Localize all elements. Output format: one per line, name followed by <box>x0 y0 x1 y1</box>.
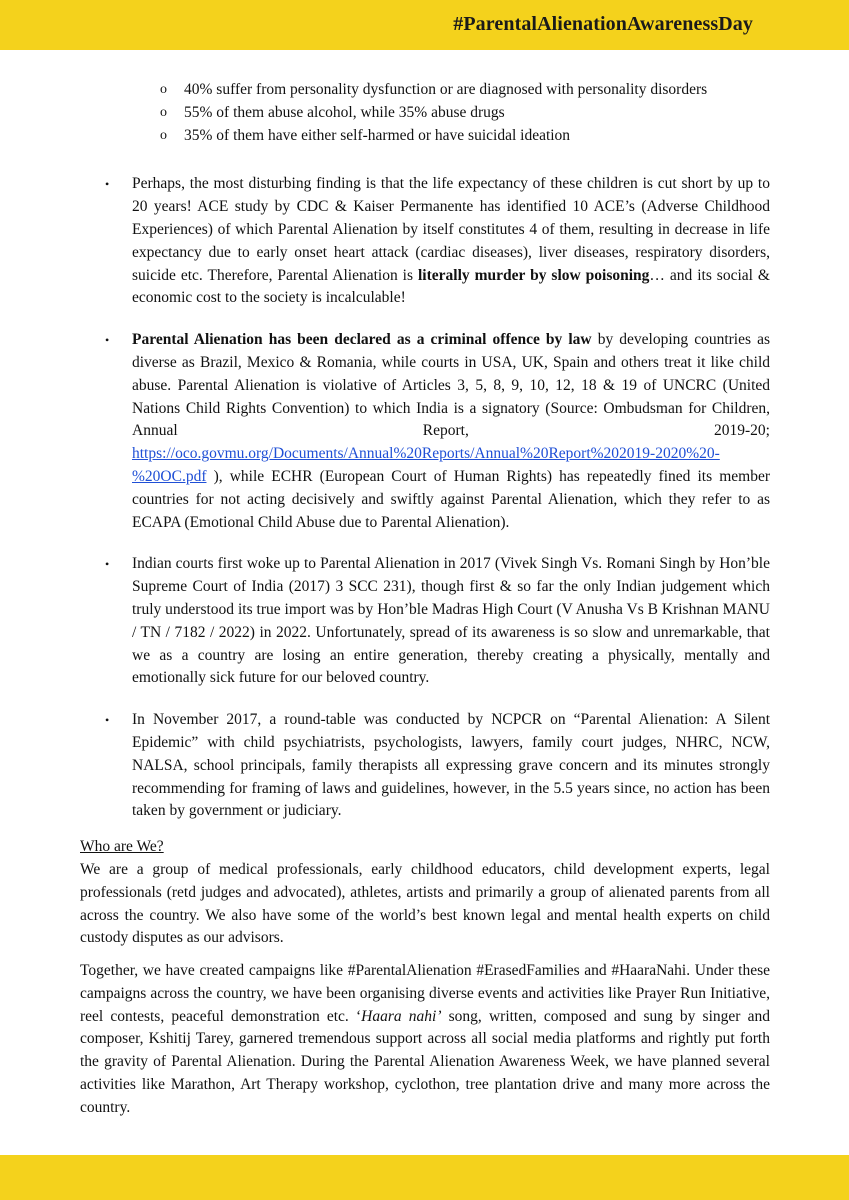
header-band <box>0 0 849 50</box>
sub-bullet-marker: o <box>160 127 167 143</box>
sub-bullet-item: o 55% of them abuse alcohol, while 35% abuse drugs <box>160 102 770 125</box>
bold-phrase: literally murder by slow poisoning <box>418 266 650 284</box>
sub-bullet-list <box>80 79 770 147</box>
bullet-marker: • <box>105 713 110 728</box>
bullet-marker: • <box>105 177 110 192</box>
who-are-we-heading: Who are We? <box>80 838 164 856</box>
bullet-marker: • <box>105 333 110 348</box>
footer-band <box>0 1155 849 1200</box>
bullet-list <box>80 173 770 823</box>
sub-bullet-marker: o <box>160 104 167 120</box>
sub-bullet-item: o 35% of them have either self-harmed or have suicidal ideation <box>160 125 770 148</box>
bold-phrase: Parental Alienation has been declared as a criminal offence by law <box>132 331 592 349</box>
campaigns-paragraph: Together, we have created campaigns like #ParentalAlienation #ErasedFamilies and #HaaraNahi. Under these campaigns across the country, we have been organising diverse events and activities like Prayer Run Initiative, reel contests, peaceful demonstration etc. ‘Haara nahi’ song, written, composed and sung by singer and composer, Kshitij Tarey, garnered tremendous support across all social media platforms and rightly put forth the gravity of Parental Alienation. During the Parental Alienation Awareness Week, we have planned several activities like Marathon, Art Therapy workshop, cyclothon, tree plantation drive and many more across the country. <box>80 962 770 1116</box>
bullet-round-table: • In November 2017, a round-table was conducted by NCPCR on “Parental Alienation: A Silent Epidemic” with child psychiatrists, psychologists, lawyers, family court judges, NHRC, NCW, NALSA, school principals, family therapists all expressing grave concern and its minutes strongly recommending for framing of laws and guidelines, however, in the 5.5 years since, no action has been taken by government or judiciary. <box>105 711 770 820</box>
sub-bullet-marker: o <box>160 82 167 97</box>
bullet-marker: • <box>105 557 110 572</box>
bullet-criminal-offence: • Parental Alienation has been declared as a criminal offence by law by developing countries as diverse as Brazil, Mexico & Romania, while courts in USA, UK, Spain and others treat it like child abuse. Parental Alienation is violative of Articles 3, 5, 8, 9, 10, 12, 18 & 19 of UNCRC (United Nations Child Rights Convention) to which India is a signatory (Source: Ombudsman for Children, Annual Report, 2019-20; https://oco.govmu.org/Documents/Annual%20Reports/Annual%20Report%202019-2020%20-%20OC.pdf ), while ECHR (European Court of Human Rights) has repeatedly fined its member countries for not acting decisively and swiftly against Parental Alienation, which they refer to as ECAPA (Emotional Child Abuse due to Parental Alienation). <box>105 331 770 531</box>
bullet-indian-courts: • Indian courts first woke up to Parental Alienation in 2017 (Vivek Singh Vs. Romani Singh by Hon’ble Supreme Court of India (2017) 3 SCC 231), though first & so far the only Indian judgement which truly understood its true import was by Hon’ble Madras High Court (V Anusha Vs B Krishnan MANU / TN / 7182 / 2022) in 2022. Unfortunately, spread of its awareness is so slow and unremarkable, that we as a country are losing an entire generation, thereby creating a physically, mentally and emotionally sick future for our beloved country. <box>105 555 770 687</box>
bullet-life-expectancy: • Perhaps, the most disturbing finding is that the life expectancy of these children is cut short by up to 20 years! ACE study by CDC & Kaiser Permanente has identified 10 ACE’s (Adverse Childhood Experiences) of which Parental Alienation by itself constitutes 4 of them, resulting in decrease in life expectancy due to early onset heart attack (cardiac diseases), liver diseases, respiratory disorders, suicide etc. Therefore, Parental Alienation is literally murder by slow poisoning… and its social & economic cost to the society is incalculable! <box>105 175 770 307</box>
document-body <box>80 79 770 1130</box>
song-title: Haara nahi’ <box>361 1007 442 1025</box>
ombudsman-report-link[interactable]: https://oco.govmu.org/Documents/Annual%20Reports/Annual%20Report%202019-2020%20-%20OC.pdf <box>132 445 720 485</box>
sub-bullet-item: o 40% suffer from personality dysfunction or are diagnosed with personality disorders <box>160 79 770 102</box>
who-paragraph: We are a group of medical professionals, early childhood educators, child development experts, legal professionals (retd judges and advocated), athletes, artists and primarily a group of alienated parents from all across the country. We also have some of the world’s best known legal and mental health experts on child custody disputes as our advisors. <box>80 860 770 947</box>
header-hashtag: #ParentalAlienationAwarenessDay <box>453 13 753 35</box>
